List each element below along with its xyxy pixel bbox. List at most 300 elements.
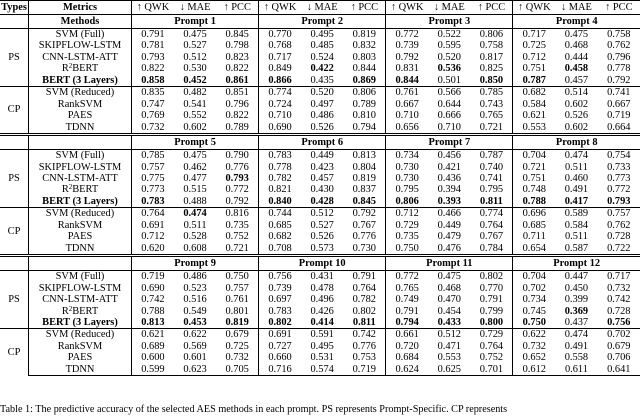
value-cell: 0.552	[183, 110, 207, 122]
value-cell: 0.794	[386, 317, 428, 329]
value-cell: 0.691	[132, 220, 174, 231]
prompt-title: Prompt 3	[386, 15, 513, 29]
value-cell: 0.790	[216, 150, 258, 162]
value-cell: 0.765	[386, 283, 428, 294]
value-cell: 0.569	[183, 340, 207, 352]
method-name: $R^2BERT$	[29, 184, 132, 195]
value-cell: 0.708	[259, 243, 301, 256]
value-cell: 0.787	[513, 75, 555, 87]
value-cell: 0.732	[132, 122, 174, 135]
value-cell: 0.549	[183, 305, 207, 317]
value-cell: 0.622	[513, 329, 555, 341]
method-name: SVM (Full)	[29, 150, 132, 162]
value-cell: 0.764	[479, 340, 504, 352]
metric-header-qwk: ↑ QWK	[386, 1, 428, 15]
value-cell: 0.566	[428, 87, 470, 99]
value-cell: 0.764	[132, 208, 174, 220]
value-cell: 0.741	[598, 87, 640, 99]
value-cell: 0.756	[607, 316, 631, 328]
value-cell: 0.526	[310, 231, 334, 243]
value-cell: 0.417	[564, 195, 589, 207]
value-cell: 0.789	[352, 98, 376, 110]
value-cell: 0.762	[607, 219, 631, 231]
value-cell: 0.530	[183, 63, 207, 75]
value-cell: 0.437	[564, 316, 589, 328]
value-cell: 0.475	[555, 29, 597, 41]
value-cell: 0.730	[386, 162, 428, 173]
value-cell: 0.444	[564, 51, 589, 63]
value-cell: 0.625	[428, 364, 470, 376]
methods-header	[29, 256, 132, 271]
type-label-cp: CP	[0, 87, 29, 135]
value-cell: 0.527	[183, 40, 207, 52]
value-cell: 0.792	[343, 208, 385, 220]
value-cell: 0.495	[301, 29, 343, 41]
value-cell: 0.751	[513, 173, 555, 184]
value-cell: 0.457	[564, 74, 589, 86]
table-row	[0, 317, 640, 329]
value-cell: 0.691	[259, 329, 301, 341]
metric-header-mae: ↓ MAE	[555, 1, 597, 15]
value-cell: 0.806	[471, 29, 513, 41]
table-row	[0, 243, 640, 256]
value-cell: 0.869	[352, 74, 376, 86]
value-cell: 0.719	[343, 364, 385, 376]
value-cell: 0.751	[513, 63, 555, 74]
value-cell: 0.488	[183, 195, 207, 207]
value-cell: 0.644	[437, 98, 461, 110]
value-cell: 0.512	[301, 208, 343, 220]
value-cell: 0.697	[259, 294, 301, 305]
method-name: PAES	[29, 110, 132, 121]
value-cell: 0.750	[513, 317, 555, 329]
method-name: $R^2BERT$	[29, 306, 132, 317]
table-row	[0, 294, 640, 305]
value-cell: 0.468	[564, 40, 589, 52]
value-cell: 0.810	[352, 110, 376, 122]
value-cell: 0.574	[301, 364, 343, 376]
value-cell: 0.495	[310, 340, 334, 352]
value-cell: 0.664	[607, 121, 631, 133]
value-cell: 0.783	[132, 196, 174, 208]
value-cell: 0.729	[471, 329, 513, 341]
value-cell: 0.453	[183, 316, 207, 328]
value-cell: 0.787	[471, 150, 513, 162]
value-cell: 0.767	[352, 219, 376, 231]
value-cell: 0.765	[479, 110, 504, 122]
value-cell: 0.791	[132, 29, 174, 41]
value-cell: 0.819	[352, 172, 376, 184]
value-cell: 0.802	[352, 305, 376, 317]
value-cell: 0.685	[513, 220, 555, 231]
value-cell: 0.821	[259, 184, 301, 195]
types-empty	[0, 15, 29, 29]
value-cell: 0.728	[607, 305, 631, 317]
value-cell: 0.414	[310, 316, 334, 328]
value-cell: 0.722	[607, 242, 631, 254]
value-cell: 0.781	[132, 40, 174, 51]
value-cell: 0.520	[301, 87, 343, 99]
table-row	[0, 184, 640, 195]
value-cell: 0.553	[513, 122, 555, 135]
value-cell: 0.783	[259, 306, 301, 317]
metric-header-qwk: ↑ QWK	[259, 1, 301, 15]
value-cell: 0.732	[225, 352, 249, 364]
value-cell: 0.748	[513, 184, 555, 195]
metrics-header: Metrics	[29, 1, 132, 15]
value-cell: 0.788	[132, 306, 174, 317]
prompt-header-row	[0, 15, 640, 29]
method-name: RankSVM	[29, 220, 132, 231]
value-cell: 0.476	[437, 242, 461, 254]
value-cell: 0.393	[437, 195, 461, 207]
value-cell: 0.758	[598, 29, 640, 41]
value-cell: 0.734	[513, 294, 555, 305]
value-cell: 0.776	[352, 231, 376, 243]
value-cell: 0.704	[513, 150, 555, 162]
value-cell: 0.426	[310, 305, 334, 317]
value-cell: 0.794	[352, 121, 376, 133]
table-row	[0, 150, 640, 162]
prompt-header-row	[0, 135, 640, 150]
value-cell: 0.791	[343, 271, 385, 283]
value-cell: 0.524	[310, 51, 334, 63]
value-cell: 0.474	[555, 150, 597, 162]
value-cell: 0.799	[479, 305, 504, 317]
value-cell: 0.728	[607, 231, 631, 243]
value-cell: 0.460	[564, 172, 589, 184]
value-cell: 0.491	[564, 340, 589, 352]
types-empty	[0, 135, 29, 150]
value-cell: 0.652	[513, 352, 555, 363]
value-cell: 0.773	[607, 172, 631, 184]
value-cell: 0.682	[513, 87, 555, 99]
value-cell: 0.772	[386, 271, 428, 283]
value-cell: 0.470	[437, 294, 461, 306]
value-cell: 0.735	[225, 219, 249, 231]
value-cell: 0.612	[513, 364, 555, 376]
value-cell: 0.761	[386, 87, 428, 99]
value-cell: 0.474	[555, 329, 597, 341]
value-cell: 0.850	[479, 74, 504, 86]
value-cell: 0.768	[259, 40, 301, 51]
value-cell: 0.584	[513, 99, 555, 110]
value-cell: 0.394	[437, 184, 461, 196]
value-cell: 0.750	[386, 243, 428, 256]
value-cell: 0.454	[437, 305, 461, 317]
value-cell: 0.772	[225, 184, 249, 196]
value-cell: 0.514	[555, 87, 597, 99]
value-cell: 0.793	[607, 195, 631, 207]
prompt-title: Prompt 2	[259, 15, 386, 29]
prompt-title: Prompt 4	[513, 15, 640, 29]
value-cell: 0.486	[310, 110, 334, 122]
value-cell: 0.792	[607, 74, 631, 86]
value-cell: 0.791	[386, 306, 428, 317]
value-cell: 0.430	[310, 184, 334, 196]
value-cell: 0.712	[132, 231, 174, 242]
value-cell: 0.795	[479, 184, 504, 196]
value-cell: 0.704	[513, 271, 555, 283]
value-cell: 0.792	[386, 52, 428, 63]
table-row	[0, 40, 640, 51]
value-cell: 0.435	[310, 74, 334, 86]
value-cell: 0.497	[310, 98, 334, 110]
value-cell: 0.764	[479, 219, 504, 231]
value-cell: 0.690	[132, 283, 174, 294]
value-cell: 0.757	[598, 208, 640, 220]
value-cell: 0.783	[259, 150, 301, 162]
prompt-title: Prompt 11	[386, 256, 513, 271]
value-cell: 0.734	[386, 150, 428, 162]
table-row	[0, 208, 640, 220]
value-cell: 0.423	[310, 161, 334, 173]
value-cell: 0.622	[174, 329, 216, 341]
value-cell: 0.466	[428, 208, 470, 220]
value-cell: 0.479	[437, 231, 461, 243]
value-cell: 0.710	[386, 110, 428, 121]
value-cell: 0.558	[564, 352, 589, 364]
value-cell: 0.641	[598, 364, 640, 376]
value-cell: 0.782	[259, 173, 301, 184]
value-cell: 0.475	[174, 29, 216, 41]
value-cell: 0.775	[132, 173, 174, 184]
value-cell: 0.682	[259, 231, 301, 242]
value-cell: 0.689	[132, 341, 174, 352]
value-cell: 0.801	[225, 305, 249, 317]
value-cell: 0.861	[225, 74, 249, 86]
value-cell: 0.520	[437, 51, 461, 63]
value-cell: 0.795	[386, 184, 428, 195]
value-cell: 0.761	[225, 294, 249, 306]
value-cell: 0.450	[564, 282, 589, 294]
value-cell: 0.721	[513, 162, 555, 173]
method-name: SKIPFLOW-LSTM	[29, 283, 132, 294]
value-cell: 0.791	[479, 294, 504, 306]
value-cell: 0.589	[555, 208, 597, 220]
method-name: TDNN	[29, 243, 132, 256]
value-cell: 0.475	[174, 150, 216, 162]
value-cell: 0.803	[352, 51, 376, 63]
value-cell: 0.721	[479, 121, 504, 133]
metric-header-pcc: ↑ PCC	[471, 1, 513, 15]
value-cell: 0.661	[386, 329, 428, 341]
method-name: SVM (Reduced)	[29, 87, 132, 99]
value-cell: 0.770	[479, 282, 504, 294]
value-cell: 0.773	[132, 184, 174, 195]
value-cell: 0.730	[386, 173, 428, 184]
value-cell: 0.750	[216, 271, 258, 283]
method-name: PAES	[29, 352, 132, 363]
value-cell: 0.744	[259, 208, 301, 220]
value-cell: 0.660	[259, 352, 301, 363]
value-cell: 0.587	[564, 242, 589, 254]
value-cell: 0.710	[259, 110, 301, 121]
value-cell: 0.844	[352, 63, 376, 75]
value-cell: 0.782	[352, 294, 376, 306]
value-cell: 0.776	[352, 340, 376, 352]
metric-header-mae: ↓ MAE	[174, 1, 216, 15]
value-cell: 0.511	[564, 161, 588, 173]
value-cell: 0.792	[225, 195, 249, 207]
prompt-title: Prompt 9	[132, 256, 259, 271]
value-cell: 0.462	[183, 161, 207, 173]
value-cell: 0.753	[352, 352, 376, 364]
value-cell: 0.762	[607, 40, 631, 52]
value-cell: 0.511	[183, 219, 207, 231]
value-cell: 0.701	[471, 364, 513, 376]
table-caption: Table 1: The predictive accuracy of the selected AES methods in each prompt. PS represents Prompt-Specific. CP represents	[0, 404, 508, 415]
method-name: BERT (3 Layers)	[29, 317, 132, 329]
value-cell: 0.449	[437, 219, 461, 231]
method-name: TDNN	[29, 122, 132, 135]
value-cell: 0.523	[183, 282, 207, 294]
value-cell: 0.802	[259, 317, 301, 329]
value-cell: 0.806	[386, 196, 428, 208]
value-cell: 0.421	[437, 161, 461, 173]
value-cell: 0.825	[479, 63, 504, 75]
value-cell: 0.740	[479, 161, 504, 173]
value-cell: 0.733	[607, 161, 631, 173]
value-cell: 0.456	[428, 150, 470, 162]
value-cell: 0.793	[132, 52, 174, 63]
value-cell: 0.832	[352, 40, 376, 52]
value-cell: 0.788	[513, 196, 555, 208]
value-cell: 0.811	[480, 195, 503, 207]
value-cell: 0.796	[225, 98, 249, 110]
metric-header-mae: ↓ MAE	[301, 1, 343, 15]
value-cell: 0.705	[216, 364, 258, 376]
table-row	[0, 173, 640, 184]
value-cell: 0.516	[183, 294, 207, 306]
value-cell: 0.602	[564, 98, 589, 110]
method-name: SVM (Reduced)	[29, 329, 132, 341]
methods-header	[29, 135, 132, 150]
value-cell: 0.541	[183, 98, 207, 110]
value-cell: 0.433	[437, 316, 461, 328]
metric-header-qwk: ↑ QWK	[513, 1, 555, 15]
value-cell: 0.512	[183, 51, 207, 63]
value-cell: 0.667	[607, 98, 631, 110]
value-cell: 0.491	[564, 184, 589, 196]
value-cell: 0.806	[343, 87, 385, 99]
prompt-title: Prompt 5	[132, 135, 259, 150]
value-cell: 0.536	[437, 63, 461, 75]
value-cell: 0.468	[437, 282, 461, 294]
value-cell: 0.679	[607, 340, 631, 352]
value-cell: 0.666	[437, 110, 461, 122]
table-row	[0, 364, 640, 376]
value-cell: 0.573	[310, 242, 334, 254]
value-cell: 0.452	[183, 74, 207, 86]
value-cell: 0.822	[132, 63, 174, 74]
value-cell: 0.785	[471, 87, 513, 99]
value-cell: 0.611	[555, 364, 597, 376]
method-name: SKIPFLOW-LSTM	[29, 40, 132, 51]
value-cell: 0.727	[259, 341, 301, 352]
value-cell: 0.816	[216, 208, 258, 220]
method-name: $R^2BERT$	[29, 63, 132, 74]
value-cell: 0.802	[471, 271, 513, 283]
value-cell: 0.431	[301, 271, 343, 283]
metric-header-qwk: ↑ QWK	[132, 1, 174, 15]
value-cell: 0.835	[132, 87, 174, 99]
value-cell: 0.719	[132, 271, 174, 283]
value-cell: 0.784	[479, 242, 504, 254]
value-cell: 0.591	[301, 329, 343, 341]
value-cell: 0.739	[259, 283, 301, 294]
value-cell: 0.600	[132, 352, 174, 363]
value-cell: 0.747	[132, 99, 174, 110]
value-cell: 0.858	[132, 75, 174, 87]
value-cell: 0.501	[437, 74, 461, 86]
header-row	[0, 1, 640, 15]
value-cell: 0.623	[174, 364, 216, 376]
value-cell: 0.482	[174, 87, 216, 99]
value-cell: 0.767	[479, 231, 504, 243]
table-row	[0, 162, 640, 173]
value-cell: 0.772	[607, 184, 631, 196]
value-cell: 0.608	[183, 242, 207, 254]
value-cell: 0.772	[386, 29, 428, 41]
type-label-ps: PS	[0, 150, 29, 208]
prompt-header-row	[0, 256, 640, 271]
value-cell: 0.785	[132, 150, 174, 162]
value-cell: 0.729	[386, 220, 428, 231]
value-cell: 0.800	[479, 316, 504, 328]
table-row	[0, 87, 640, 99]
value-cell: 0.712	[513, 52, 555, 63]
value-cell: 0.422	[310, 63, 334, 75]
value-cell: 0.752	[479, 352, 504, 364]
methods-header: Methods	[29, 15, 132, 29]
method-name: CNN-LSTM-ATT	[29, 173, 132, 184]
table-row	[0, 29, 640, 41]
value-cell: 0.845	[216, 29, 258, 41]
types-header: Types	[1, 1, 27, 13]
value-cell: 0.813	[343, 150, 385, 162]
method-name: RankSVM	[29, 341, 132, 352]
method-name: PAES	[29, 231, 132, 242]
value-cell: 0.478	[310, 282, 334, 294]
value-cell: 0.511	[564, 231, 588, 243]
value-cell: 0.436	[437, 172, 461, 184]
type-label-ps: PS	[0, 29, 29, 87]
method-name: RankSVM	[29, 99, 132, 110]
method-name: BERT (3 Layers)	[29, 75, 132, 87]
value-cell: 0.769	[132, 110, 174, 121]
value-cell: 0.477	[183, 172, 207, 184]
value-cell: 0.690	[259, 122, 301, 135]
value-cell: 0.757	[132, 162, 174, 173]
value-cell: 0.601	[183, 352, 207, 364]
value-cell: 0.620	[132, 243, 174, 256]
value-cell: 0.823	[225, 51, 249, 63]
value-cell: 0.778	[607, 63, 631, 75]
table-row	[0, 196, 640, 208]
value-cell: 0.725	[513, 40, 555, 51]
value-cell: 0.831	[386, 63, 428, 74]
table-row	[0, 341, 640, 352]
value-cell: 0.528	[183, 231, 207, 243]
table-row	[0, 283, 640, 294]
prompt-title: Prompt 7	[386, 135, 513, 150]
value-cell: 0.684	[386, 352, 428, 363]
value-cell: 0.486	[174, 271, 216, 283]
value-cell: 0.749	[386, 294, 428, 305]
value-cell: 0.721	[225, 242, 249, 254]
value-cell: 0.553	[437, 352, 461, 364]
